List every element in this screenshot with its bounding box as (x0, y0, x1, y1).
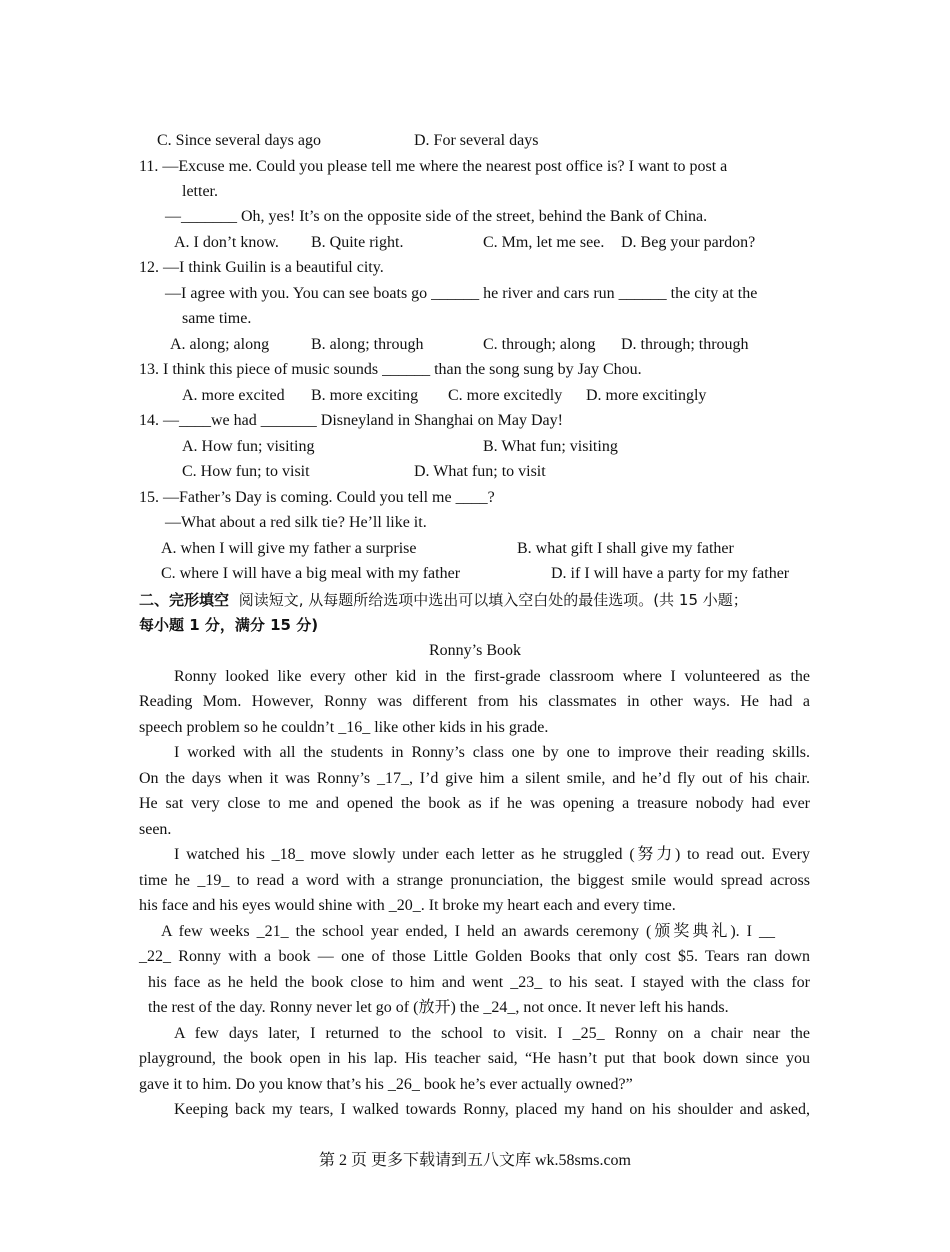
q12-reply-cont: same time. (182, 310, 252, 327)
passage-line: Keeping back my tears, I walked towards Ronny, placed my hand on his shoulder and asked, (174, 1101, 810, 1118)
q14-option-d: D. What fun; to visit (414, 463, 546, 480)
passage-line: the rest of the day. Ronny never let go of (放开) the _24_, not once. It never left his hands. (148, 999, 729, 1016)
q15-reply: —What about a red silk tie? He’ll like it. (165, 514, 427, 531)
q14-option-c: C. How fun; to visit (182, 463, 310, 480)
q13-question: 13. I think this piece of music sounds ______ than the song sung by Jay Chou. (139, 361, 642, 378)
q11-option-d: D. Beg your pardon? (621, 234, 756, 251)
q12-option-a: A. along; along (170, 336, 270, 353)
q11-question-cont: letter. (182, 183, 218, 200)
q15-option-b: B. what gift I shall give my father (517, 540, 734, 557)
q13-option-d: D. more excitingly (586, 387, 707, 404)
q11-question: 11. —Excuse me. Could you please tell me where the nearest post office is? I want to post a (139, 158, 728, 175)
passage-line: his face and his eyes would shine with _20_. It broke my heart each and every time. (139, 897, 676, 914)
section2-heading-line (139, 589, 748, 611)
q11-option-c: C. Mm, let me see. (483, 234, 605, 251)
q12-question: 12. —I think Guilin is a beautiful city. (139, 259, 384, 276)
passage-line: I watched his _18_ move slowly under each letter as he struggled (努力) to read out. Every (174, 846, 810, 863)
passage-line: his face as he held the book close to him and went _23_ to his seat. I stayed with the class for (148, 974, 810, 991)
passage-line: Reading Mom. However, Ronny was different from his classmates in other ways. He had a (139, 693, 810, 710)
q10-option-d: D. For several days (414, 132, 539, 149)
passage-line: I worked with all the students in Ronny’s class one by one to improve their reading skills. (174, 744, 810, 761)
section2-heading: 二、完形填空 (139, 591, 230, 609)
passage-line: _22_ Ronny with a book — one of those Little Golden Books that only cost $5. Tears ran down (139, 948, 810, 965)
q15-option-a: A. when I will give my father a surprise (161, 540, 417, 557)
q15-option-d: D. if I will have a party for my father (551, 565, 790, 582)
passage-title: Ronny’s Book (428, 642, 521, 659)
q12-option-b: B. along; through (311, 336, 424, 353)
q13-option-b: B. more exciting (311, 387, 419, 404)
q12-option-c: C. through; along (483, 336, 596, 353)
passage-line: On the days when it was Ronny’s _17_, I’d give him a silent smile, and he’d fly out of his chair. (139, 770, 810, 787)
passage-line: speech problem so he couldn’t _16_ like other kids in his grade. (139, 719, 549, 736)
q13-option-a: A. more excited (182, 387, 285, 404)
passage-line: Ronny looked like every other kid in the first-grade classroom where I volunteered as the (174, 668, 810, 685)
q14-question: 14. —____we had _______ Disneyland in Shanghai on May Day! (139, 412, 563, 429)
passage-line: A few weeks _21_ the school year ended, I held an awards ceremony (颁奖典礼). I __ (161, 923, 775, 940)
q10-option-c: C. Since several days ago (157, 132, 321, 149)
q11-option-a: A. I don’t know. (174, 234, 279, 251)
q15-question: 15. —Father’s Day is coming. Could you tell me ____? (139, 489, 495, 506)
passage-line: A few days later, I returned to the school to visit. I _25_ Ronny on a chair near the (174, 1025, 810, 1042)
section2-instruction-cont: 每小题 1 分，满分 15 分) (139, 616, 319, 634)
page-footer: 第 2 页 更多下载请到五八文库 wk.58sms.com (318, 1152, 631, 1169)
q11-reply: —_______ Oh, yes! It’s on the opposite side of the street, behind the Bank of China. (165, 208, 708, 225)
q15-option-c: C. where I will have a big meal with my father (161, 565, 461, 582)
q13-option-c: C. more excitedly (448, 387, 563, 404)
section2-instruction: 阅读短文, 从每题所给选项中选出可以填入空白处的最佳选项。(共 15 小题； (238, 591, 748, 609)
q14-option-b: B. What fun; visiting (483, 438, 618, 455)
passage-line: gave it to him. Do you know that’s his _26_ book he’s ever actually owned?” (139, 1076, 633, 1093)
passage-line: He sat very close to me and opened the book as if he was opening a treasure nobody had ever (139, 795, 810, 812)
q11-option-b: B. Quite right. (311, 234, 404, 251)
q12-reply: —I agree with you. You can see boats go ______ he river and cars run ______ the city at the (165, 285, 758, 302)
passage-line: seen. (139, 821, 172, 838)
q14-option-a: A. How fun; visiting (182, 438, 315, 455)
passage-line: time he _19_ to read a word with a strange pronunciation, the biggest smile would spread across (139, 872, 810, 889)
q12-option-d: D. through; through (621, 336, 749, 353)
passage-line: playground, the book open in his lap. His teacher said, “He hasn’t put that book down since you (139, 1050, 810, 1067)
